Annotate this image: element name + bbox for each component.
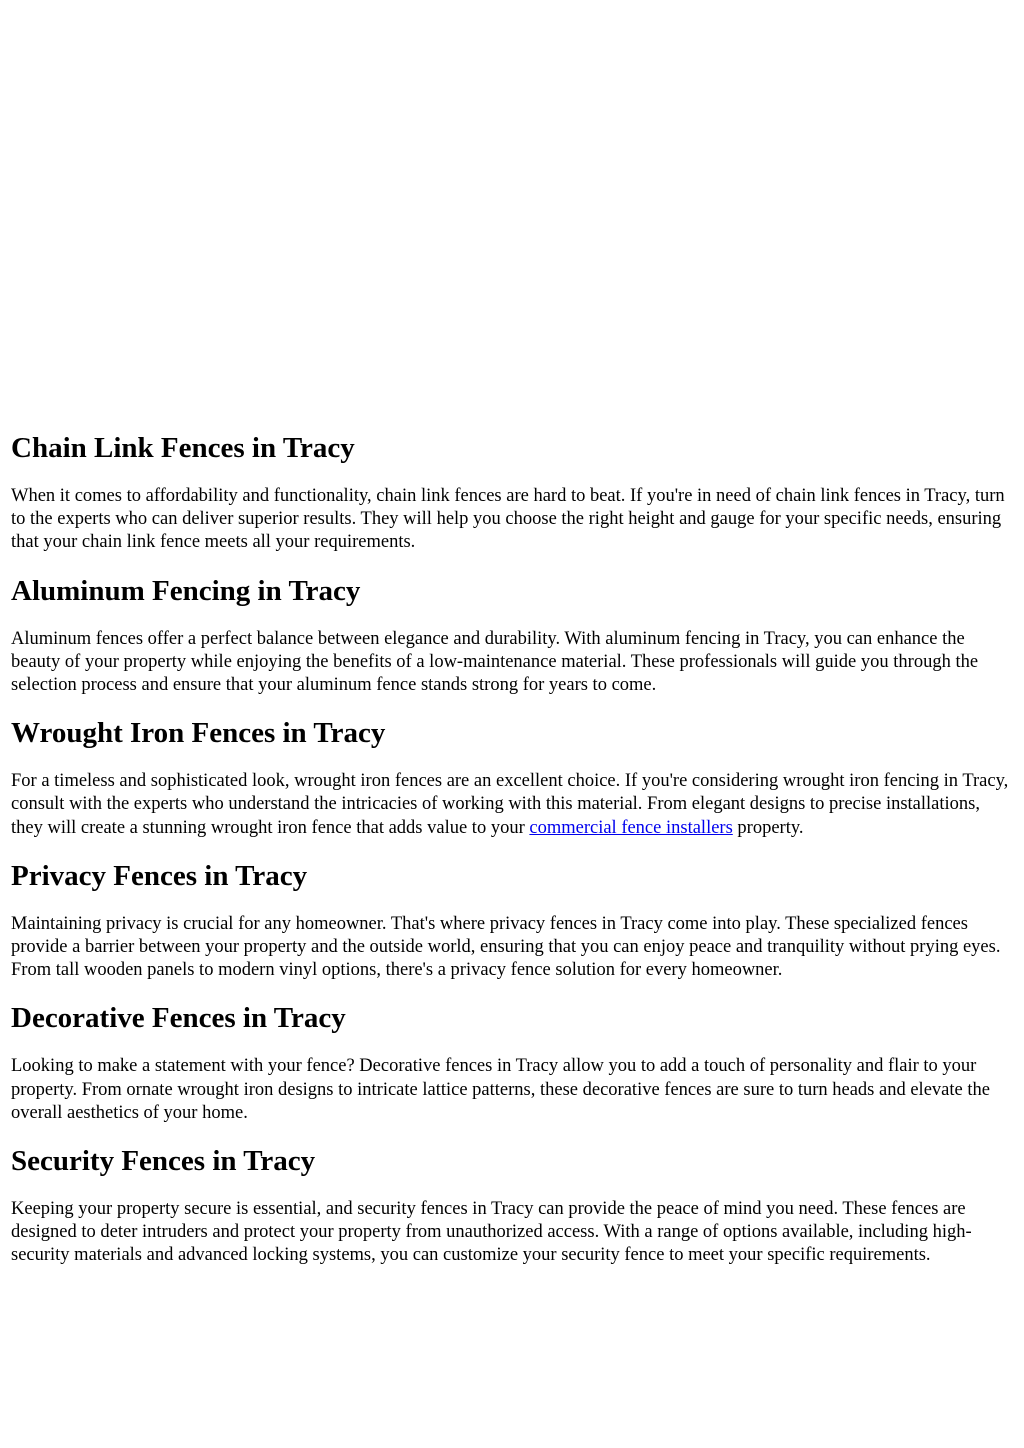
section-wrought-iron [11, 715, 1011, 840]
section-aluminum [11, 573, 1011, 698]
section-paragraph: Aluminum fences offer a perfect balance between elegance and durability. With aluminum fencing in Tracy, you can enhance the beauty of your property while enjoying the benefits of a low-maintenance material. These professionals will guide you through the selection process and ensure that your aluminum fence stands strong for years to come. [11, 628, 979, 696]
commercial-fence-installers-link[interactable]: commercial fence installers [529, 817, 733, 838]
section-heading: Chain Link Fences in Tracy [11, 432, 355, 464]
section-heading: Privacy Fences in Tracy [11, 859, 308, 892]
section-chain-link [11, 430, 1011, 555]
section-heading: Wrought Iron Fences in Tracy [11, 717, 386, 750]
section-heading: Security Fences in Tracy [11, 1145, 316, 1178]
section-paragraph: When it comes to affordability and functionality, chain link fences are hard to beat. If you're in need of chain link fences in Tracy, turn to the experts who can deliver superior results. They will help you choose the right height and gauge for your specific needs, ensuring that your chain link fence meets all your requirements. [11, 486, 1005, 553]
paragraph-text-after-link: property. [732, 817, 804, 838]
section-paragraph [11, 770, 1011, 840]
section-paragraph: Looking to make a statement with your fence? Decorative fences in Tracy allow you to add a touch of personality and flair to your property. From ornate wrought iron designs to intricate lattice patterns, these decorative fences are sure to turn heads and elevate the overall aesthetics of your home. [11, 1056, 990, 1123]
section-security [11, 1143, 1011, 1268]
paragraph-text-before-link: For a timeless and sophisticated look, wrought iron fences are an excellent choice. If you're considering wrought iron fencing in Tracy, consult with the experts who understand the intricacies of working with this material. From elegant designs to precise installations, they will create a stunning wrought iron fence that adds value to your [11, 771, 1009, 838]
section-paragraph: Maintaining privacy is crucial for any homeowner. That's where privacy fences in Tracy come into play. These specialized fences provide a barrier between your property and the outside world, ensuring that you can enjoy peace and tranquility without prying eyes. From tall wooden panels to modern vinyl options, there's a privacy fence solution for every homeowner. [11, 913, 1001, 981]
section-paragraph: Keeping your property secure is essential, and security fences in Tracy can provide the peace of mind you need. These fences are designed to deter intruders and protect your property from unauthorized access. With a range of options available, including high-security materials and advanced locking systems, you can customize your security fence to meet your specific requirements. [11, 1199, 972, 1266]
section-heading: Decorative Fences in Tracy [11, 1002, 346, 1035]
section-decorative [11, 1000, 1011, 1125]
section-heading: Aluminum Fencing in Tracy [11, 574, 361, 607]
document-content [11, 430, 1011, 1286]
section-privacy [11, 858, 1011, 983]
